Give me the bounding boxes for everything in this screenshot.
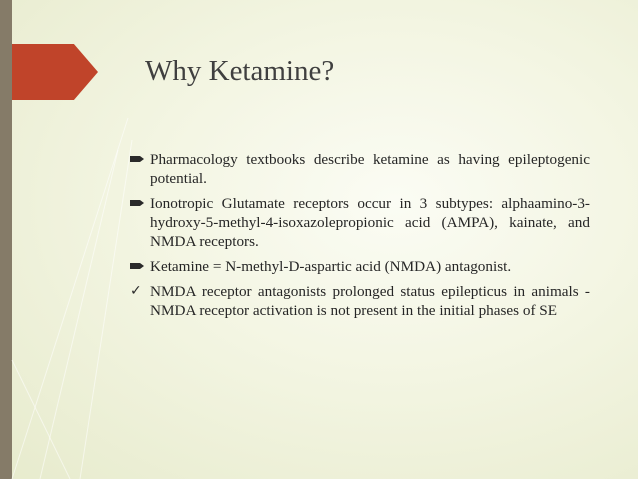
bullet-item xyxy=(130,282,590,320)
bullet-item xyxy=(130,257,590,276)
bullet-text: NMDA receptor antagonists prolonged status epilepticus in animals - NMDA receptor activation is not present in the initial phases of SE xyxy=(150,283,590,319)
bullet-list xyxy=(130,150,590,326)
pencil-icon xyxy=(130,257,146,276)
bullet-text: Pharmacology textbooks describe ketamine as having epileptogenic potential. xyxy=(150,151,590,187)
slide-title: Why Ketamine? xyxy=(145,55,335,87)
pencil-icon xyxy=(130,194,146,213)
checkmark-icon: ✓ xyxy=(130,283,142,299)
bullet-item xyxy=(130,150,590,188)
bullet-text: Ionotropic Glutamate receptors occur in 3 subtypes: alphaamino-3-hydroxy-5-methyl-4-isoxazolepropionic acid (AMPA), kainate, and NMDA receptors. xyxy=(150,195,590,250)
bullet-text: Ketamine = N-methyl-D-aspartic acid (NMDA) antagonist. xyxy=(150,258,512,275)
bullet-item xyxy=(130,194,590,251)
pencil-icon xyxy=(130,150,146,169)
